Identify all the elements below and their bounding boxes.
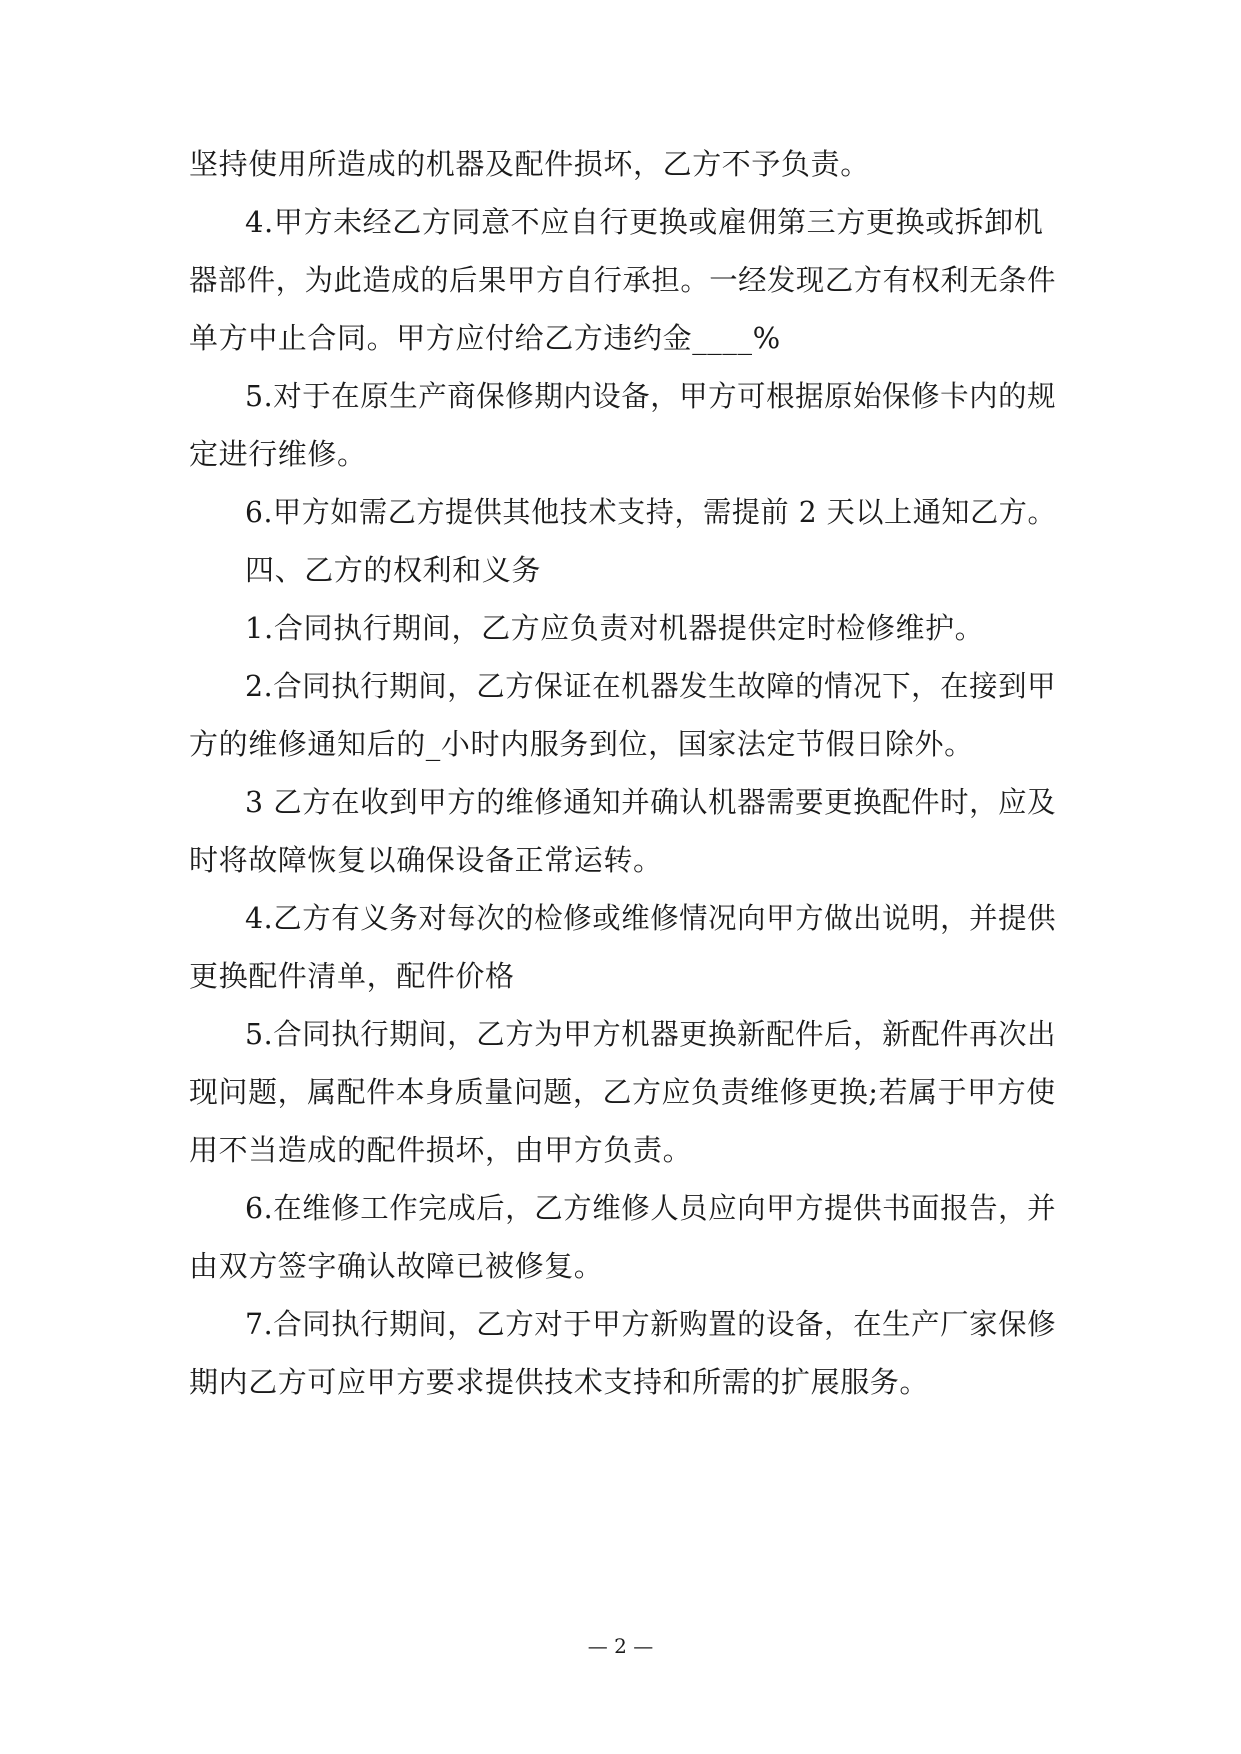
- text-line: 现问题，属配件本身质量问题，乙方应负责维修更换;若属于甲方使: [189, 1075, 1056, 1109]
- text-line: 6.在维修工作完成后，乙方维修人员应向甲方提供书面报告，并: [245, 1191, 1057, 1225]
- text-line: 3 乙方在收到甲方的维修通知并确认机器需要更换配件时，应及: [245, 785, 1057, 819]
- page-number: — 2 —: [587, 1634, 654, 1658]
- text-line: 用不当造成的配件损坏，由甲方负责。: [189, 1133, 693, 1167]
- text-line: 定进行维修。: [189, 437, 367, 471]
- section-heading: 四、乙方的权利和义务: [245, 553, 542, 587]
- text-line: 坚持使用所造成的机器及配件损坏，乙方不予负责。: [189, 147, 870, 181]
- text-line: 4.甲方未经乙方同意不应自行更换或雇佣第三方更换或拆卸机: [245, 205, 1044, 239]
- text-line: 由双方签字确认故障已被修复。: [189, 1249, 604, 1283]
- text-line: 4.乙方有义务对每次的检修或维修情况向甲方做出说明，并提供: [245, 901, 1057, 935]
- text-line: 5.对于在原生产商保修期内设备，甲方可根据原始保修卡内的规: [245, 379, 1057, 413]
- text-line: 单方中止合同。甲方应付给乙方违约金____%: [189, 321, 781, 355]
- text-line: 方的维修通知后的_小时内服务到位，国家法定节假日除外。: [189, 727, 974, 761]
- text-line: 7.合同执行期间，乙方对于甲方新购置的设备，在生产厂家保修: [245, 1307, 1057, 1341]
- text-line: 期内乙方可应甲方要求提供技术支持和所需的扩展服务。: [189, 1365, 930, 1399]
- text-line: 更换配件清单，配件价格: [189, 959, 515, 993]
- text-line: 1.合同执行期间，乙方应负责对机器提供定时检修维护。: [245, 611, 985, 645]
- text-line: 5.合同执行期间，乙方为甲方机器更换新配件后，新配件再次出: [245, 1017, 1057, 1051]
- text-line: 6.甲方如需乙方提供其他技术支持，需提前 2 天以上通知乙方。: [245, 495, 1057, 529]
- text-line: 时将故障恢复以确保设备正常运转。: [189, 843, 663, 877]
- text-line: 器部件，为此造成的后果甲方自行承担。一经发现乙方有权利无条件: [189, 263, 1057, 297]
- text-line: 2.合同执行期间，乙方保证在机器发生故障的情况下，在接到甲: [245, 669, 1057, 703]
